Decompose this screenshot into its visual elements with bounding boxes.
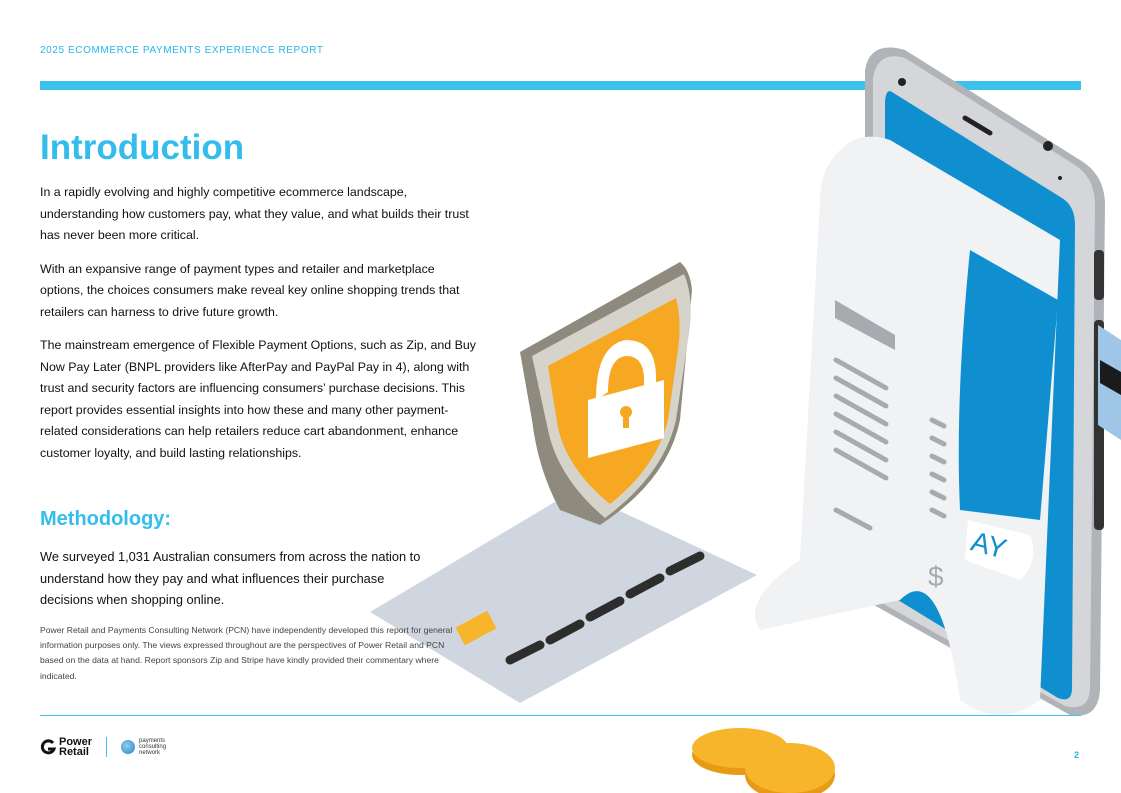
receipt-dollar-symbol: $	[928, 561, 944, 592]
introduction-title: Introduction	[40, 128, 245, 167]
shield-lock-icon	[520, 262, 692, 525]
report-header-label: 2025 ECOMMERCE PAYMENTS EXPERIENCE REPORT	[40, 45, 324, 56]
power-retail-mark-icon	[40, 739, 56, 755]
power-retail-line2: Retail	[59, 746, 89, 758]
receipt-illustration	[755, 137, 1060, 715]
screen-pay-text: AY	[967, 525, 1010, 565]
intro-paragraph: With an expansive range of payment types and retailer and marketplace options, the choices consumers make reveal key online shopping trends that retailers can harness to drive future growth.	[40, 261, 460, 319]
power-retail-logo	[40, 737, 92, 757]
introduction-body	[40, 182, 480, 476]
methodology-body: We surveyed 1,031 Australian consumers from across the nation to understand how they pay and what influences their purchase decisions when shopping online.	[40, 549, 421, 607]
pcn-line3: network	[139, 750, 161, 756]
page-number: 2	[1074, 750, 1080, 760]
pcn-logo	[121, 738, 166, 756]
methodology-title: Methodology:	[40, 508, 172, 530]
pcn-line1: payments	[139, 738, 166, 744]
intro-paragraph: In a rapidly evolving and highly competitive ecommerce landscape, understanding how customers pay, what they value, and what builds their trust has never been more critical.	[40, 185, 469, 242]
logo-divider	[106, 737, 107, 757]
disclaimer-text: Power Retail and Payments Consulting Network (PCN) have independently developed this report for general information purposes only. The views expressed throughout are the perspectives of Power Retail and PCN based on the data at hand. Report sponsors Zip and Stripe have kindly provided their commentary where indicated.	[40, 625, 453, 681]
pcn-line2: consulting	[139, 744, 167, 750]
power-retail-line1: Power	[59, 736, 93, 748]
intro-paragraph: The mainstream emergence of Flexible Payment Options, such as Zip, and Buy Now Pay Later (BNPL providers like AfterPay and PayPal Pay in 4), along with trust and security factors are influencing consumers’ purchase decisions. This report provides essential insights into how these and many other payment-related considerations can help retailers reduce cart abandonment, enhance customer loyalty, and build lasting relationships.	[40, 338, 476, 460]
globe-icon	[121, 740, 135, 754]
footer-logos	[40, 737, 166, 757]
coins-illustration	[692, 728, 835, 793]
footer-divider-line	[40, 715, 1081, 716]
